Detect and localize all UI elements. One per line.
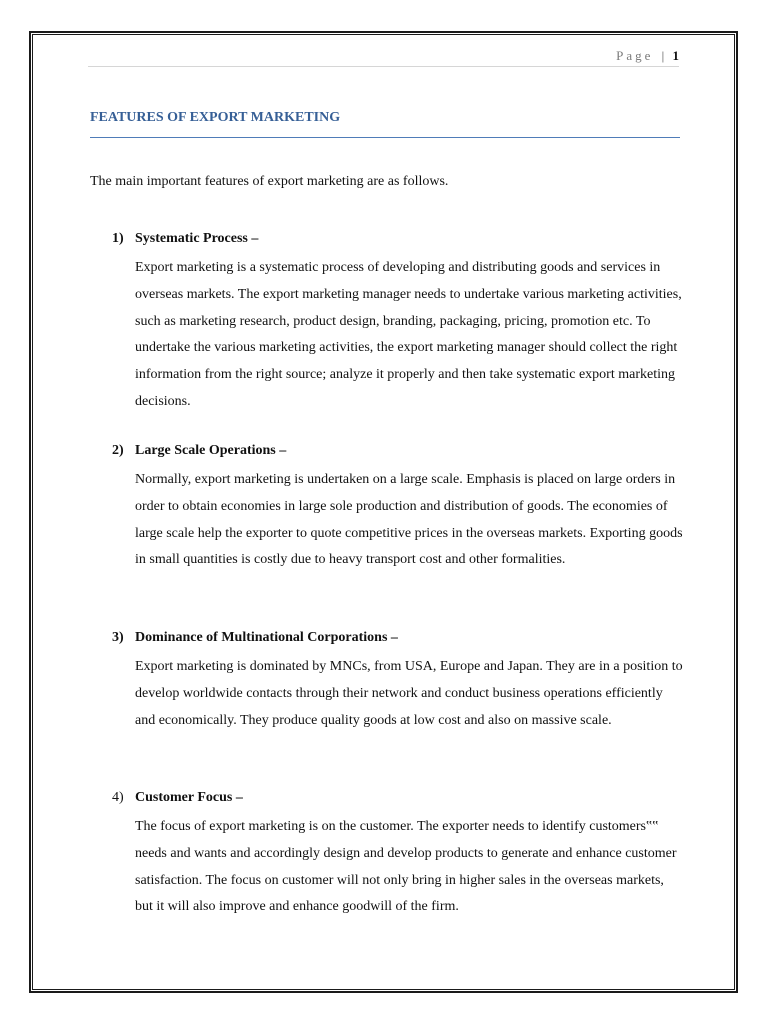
list-item-body: Export marketing is dominated by MNCs, from USA, Europe and Japan. They are in a position to develop worldwide contacts through their network and conduct business operations efficiently and economically. They produce quality goods at low cost and also on massive scale. <box>135 659 683 728</box>
list-item-body: Export marketing is a systematic process of developing and distributing goods and services in overseas markets. The export marketing manager needs to undertake various marketing activities, such as marketing research, product design, branding, packaging, pricing, promotion etc. To undertake the various marketing activities, the export marketing manager should collect the right information from the right source; analyze it properly and then take systematic export marketing decisions. <box>135 260 682 409</box>
list-item-title: Customer Focus – <box>135 790 243 805</box>
page-header <box>88 46 679 67</box>
list-item-title-row <box>112 229 682 249</box>
list-item-number: 2) <box>112 443 124 458</box>
list-item-number: 3) <box>112 630 124 645</box>
list-item-body: Normally, export marketing is undertaken on a large scale. Emphasis is placed on large orders in order to obtain economies in large sole production and distribution of goods. The economies of large scale help the exporter to quote competitive prices in the overseas markets. Exporting goods in small quantities is costly due to heavy transport cost and other formalities. <box>135 472 683 568</box>
list-item-customer-focus <box>112 788 682 921</box>
page-number: 1 <box>672 48 679 63</box>
intro-paragraph: The main important features of export marketing are as follows. <box>90 174 449 189</box>
list-item-body: The focus of export marketing is on the customer. The exporter needs to identify customers‟‟ needs and wants and accordingly design and develop products to generate and enhance customer satisfaction. The focus on customer will not only bring in higher sales in the overseas markets, but it will also improve and enhance goodwill of the firm. <box>135 819 677 915</box>
list-item-title-row <box>112 788 682 808</box>
section-heading: FEATURES OF EXPORT MARKETING <box>90 108 680 138</box>
list-item-number: 4) <box>112 790 124 805</box>
page-separator: | <box>661 48 665 63</box>
list-item-large-scale-operations <box>112 441 682 574</box>
list-item-number: 1) <box>112 231 124 246</box>
list-item-title: Systematic Process – <box>135 231 259 246</box>
list-item-dominance-of-mncs <box>112 628 682 734</box>
list-item-title: Large Scale Operations – <box>135 443 287 458</box>
list-item-title: Dominance of Multinational Corporations – <box>135 630 398 645</box>
list-item-systematic-process <box>112 229 682 416</box>
list-item-title-row <box>112 441 682 461</box>
list-item-title-row <box>112 628 682 648</box>
page-word: Page <box>616 48 654 63</box>
